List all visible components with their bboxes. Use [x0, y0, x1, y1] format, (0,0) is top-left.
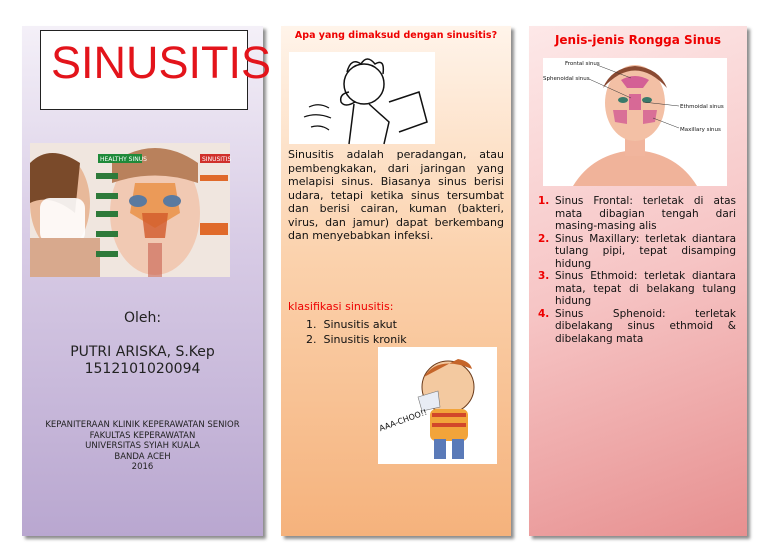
- sinusitis-label: SINUSITIS: [202, 156, 232, 163]
- sneezing-boy-illustration: [378, 347, 497, 464]
- sinus-diagram: [543, 58, 727, 186]
- classification-item: 2. Sinusitis kronik: [306, 333, 407, 346]
- classification-list: [306, 317, 407, 347]
- institution-block: [22, 420, 263, 473]
- classification-heading: klasifikasi sinusitis:: [288, 300, 394, 313]
- definition-question: Apa yang dimaksud dengan sinusitis?: [294, 30, 498, 41]
- sinus-type-item: 4. Sinus Sphenoid: terletak dibelakang sinus ethmoid & dibelakang mata: [538, 307, 736, 345]
- page-title: SINUSITIS: [51, 37, 272, 88]
- sinus-type-item: 1. Sinus Frontal: terletak di atas mata dibagian tengah dari masing-masing alis: [538, 195, 736, 232]
- sinus-type-item: 2. Sinus Maxillary: terletak diantara tulang pipi, tepat disamping hidung: [538, 232, 736, 270]
- coughing-illustration: [289, 52, 435, 144]
- sinus-anatomy-photo: [30, 143, 230, 277]
- institution-line: 2016: [131, 462, 154, 472]
- ethmoidal-sinus-label: Ethmoidal sinus: [680, 104, 724, 110]
- sneeze-text: AAA-CHOO!!: [378, 407, 429, 434]
- sinus-types-list: [538, 195, 736, 345]
- institution-line: BANDA ACEH: [114, 451, 171, 462]
- sinus-type-item: 3. Sinus Ethmoid: terletak diantara mata, tepat di belakang tulang hidung: [538, 270, 736, 307]
- sinus-types-heading: Jenis-jenis Rongga Sinus: [554, 33, 722, 47]
- frontal-sinus-label: Frontal sinus: [565, 61, 600, 67]
- definition-paragraph: Sinusitis adalah peradangan, atau pembengkakan, dari jaringan yang melapisi sinus. Biasanya sinus berisi udara, tetapi ketika sinus tersumbat dan berisi cairan, kuman (bakteri, virus, dan jamur) dapat berkembang dan menyebabkan infeksi.: [288, 148, 504, 242]
- institution-line: KEPANITERAAN KLINIK KEPERAWATAN SENIOR: [45, 420, 240, 430]
- classification-item: 1. Sinusitis akut: [306, 318, 397, 331]
- author-name: PUTRI ARISKA, S.Kep: [70, 344, 215, 360]
- sphenoidal-sinus-label: Sphenoidal sinus: [543, 76, 590, 82]
- author-id: 1512101020094: [84, 361, 201, 377]
- title-box: [40, 30, 272, 110]
- by-label: Oleh:: [123, 310, 162, 326]
- maxillary-sinus-label: Maxillary sinus: [680, 127, 721, 133]
- institution-line: UNIVERSITAS SYIAH KUALA: [85, 441, 200, 451]
- institution-line: FAKULTAS KEPERAWATAN: [89, 430, 196, 441]
- healthy-sinus-label: HEALTHY SINUS: [100, 156, 147, 163]
